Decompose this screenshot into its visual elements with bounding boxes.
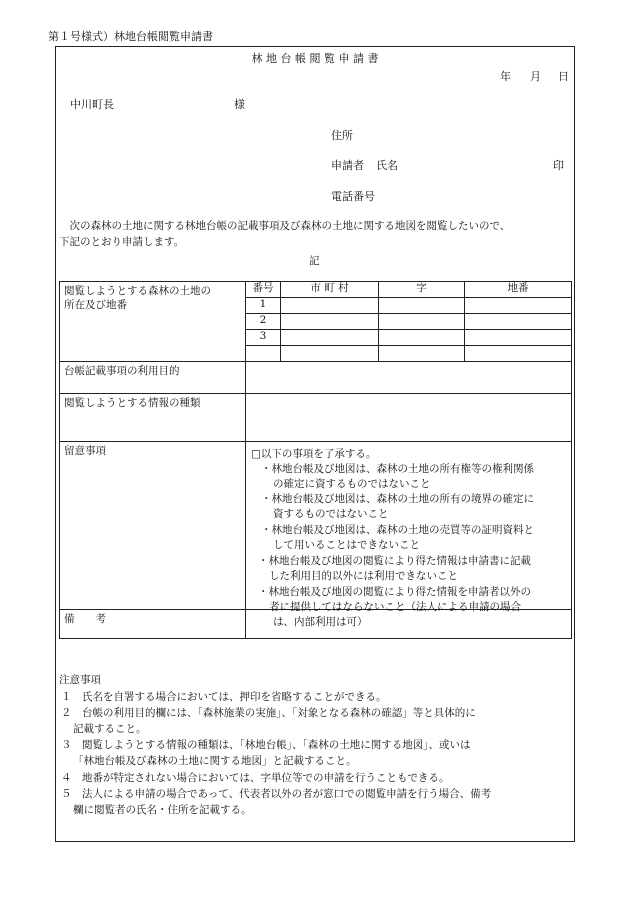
intro-line-2: 下記のとおり申請します。 bbox=[59, 236, 185, 248]
notice-label: 留意事項 bbox=[60, 442, 246, 610]
lot-number-field[interactable] bbox=[465, 298, 572, 314]
notice-line: ・林地台帳及び地図は、森林の土地の所有権等の権利関係 bbox=[261, 463, 534, 475]
header-lot-number: 地番 bbox=[465, 282, 572, 298]
aza-field[interactable] bbox=[379, 314, 465, 330]
ki-label: 記 bbox=[309, 255, 320, 267]
addressee-honorific: 様 bbox=[234, 98, 245, 111]
note-line: ４ 地番が特定されない場合においては、字単位等での申請を行うこともできる。 bbox=[61, 772, 450, 784]
row-number: 3 bbox=[246, 330, 281, 346]
note-line: 「林地台帳及び森林の土地に関する地図」と記載すること。 bbox=[73, 755, 357, 767]
purpose-label: 台帳記載事項の利用目的 bbox=[60, 362, 246, 394]
date-month-label: 月 bbox=[530, 70, 541, 83]
notice-line: 資するものではないこと bbox=[273, 508, 389, 520]
municipality-field[interactable] bbox=[281, 330, 379, 346]
name-label: 氏名 bbox=[376, 159, 398, 172]
seal-mark: 印 bbox=[553, 159, 564, 172]
row-number: 2 bbox=[246, 314, 281, 330]
lot-number-field[interactable] bbox=[465, 330, 572, 346]
applicant-label: 申請者 bbox=[331, 159, 364, 172]
addressee-name: 中川町長 bbox=[70, 98, 114, 111]
date-day-label: 日 bbox=[558, 70, 569, 83]
row-number bbox=[246, 346, 281, 362]
notice-line: ・林地台帳及び地図は、森林の土地の所有の境界の確定に bbox=[261, 493, 534, 505]
purpose-field[interactable] bbox=[246, 362, 572, 394]
note-line: １ 氏名を自署する場合においては、押印を省略することができる。 bbox=[61, 691, 387, 703]
date-year-label: 年 bbox=[500, 70, 511, 83]
header-municipality: 市 町 村 bbox=[281, 282, 379, 298]
lot-number-field[interactable] bbox=[465, 346, 572, 362]
info-type-label: 閲覧しようとする情報の種類 bbox=[60, 394, 246, 442]
info-type-field[interactable] bbox=[246, 394, 572, 442]
notice-line: 者に提供してはならないこと（法人による申請の場合 bbox=[269, 601, 521, 613]
form-number: 第１号様式）林地台帳閲覧申請書 bbox=[48, 30, 213, 43]
address-label: 住所 bbox=[331, 129, 353, 142]
notice-line: は、内部利用は可） bbox=[273, 616, 368, 628]
notice-line: の確定に資するものではないこと bbox=[273, 478, 431, 490]
lot-number-field[interactable] bbox=[465, 314, 572, 330]
aza-field[interactable] bbox=[379, 298, 465, 314]
notice-checkbox-line[interactable]: □以下の事項を了承する。 bbox=[251, 448, 377, 460]
location-label-line-2: 所在及び地番 bbox=[64, 298, 127, 311]
form-title: 林 地 台 帳 閲 覧 申 請 書 bbox=[251, 52, 379, 65]
note-line: ３ 閲覧しようとする情報の種類は、「林地台帳」、「森林の土地に関する地図」、或いは bbox=[61, 739, 471, 751]
row-number: 1 bbox=[246, 298, 281, 314]
note-line: ２ 台帳の利用目的欄には、「森林施業の実施」、「対象となる森林の確認」等と具体的に bbox=[61, 707, 476, 719]
note-line: 欄に閲覧者の氏名・住所を記載する。 bbox=[73, 804, 252, 816]
municipality-field[interactable] bbox=[281, 346, 379, 362]
header-aza: 字 bbox=[379, 282, 465, 298]
notice-line: ・林地台帳及び地図の閲覧により得た情報は申請書に記載 bbox=[258, 555, 531, 567]
aza-field[interactable] bbox=[379, 330, 465, 346]
notice-line: ・林地台帳及び地図の閲覧により得た情報を申請者以外の bbox=[258, 586, 531, 598]
location-label-line-1: 閲覧しようとする森林の土地の bbox=[64, 285, 211, 297]
note-line: ５ 法人による申請の場合であって、代表者以外の者が窓口での閲覧申請を行う場合、備考 bbox=[61, 788, 492, 800]
remarks-label: 備 考 bbox=[60, 610, 246, 639]
location-label-cell bbox=[60, 282, 246, 362]
intro-line-1: 次の森林の土地に関する林地台帳の記載事項及び森林の土地に関する地図を閲覧したいので、 bbox=[59, 220, 511, 232]
notice-line: して用いることはできないこと bbox=[273, 539, 420, 551]
note-line: 記載すること。 bbox=[73, 723, 147, 735]
municipality-field[interactable] bbox=[281, 298, 379, 314]
notice-line: した利用目的以外には利用できないこと bbox=[269, 570, 458, 582]
header-number: 番号 bbox=[246, 282, 281, 298]
notes-heading: 注意事項 bbox=[59, 674, 101, 686]
phone-label: 電話番号 bbox=[331, 190, 375, 203]
municipality-field[interactable] bbox=[281, 314, 379, 330]
aza-field[interactable] bbox=[379, 346, 465, 362]
notice-line: ・林地台帳及び地図は、森林の土地の売買等の証明資料と bbox=[261, 524, 534, 536]
